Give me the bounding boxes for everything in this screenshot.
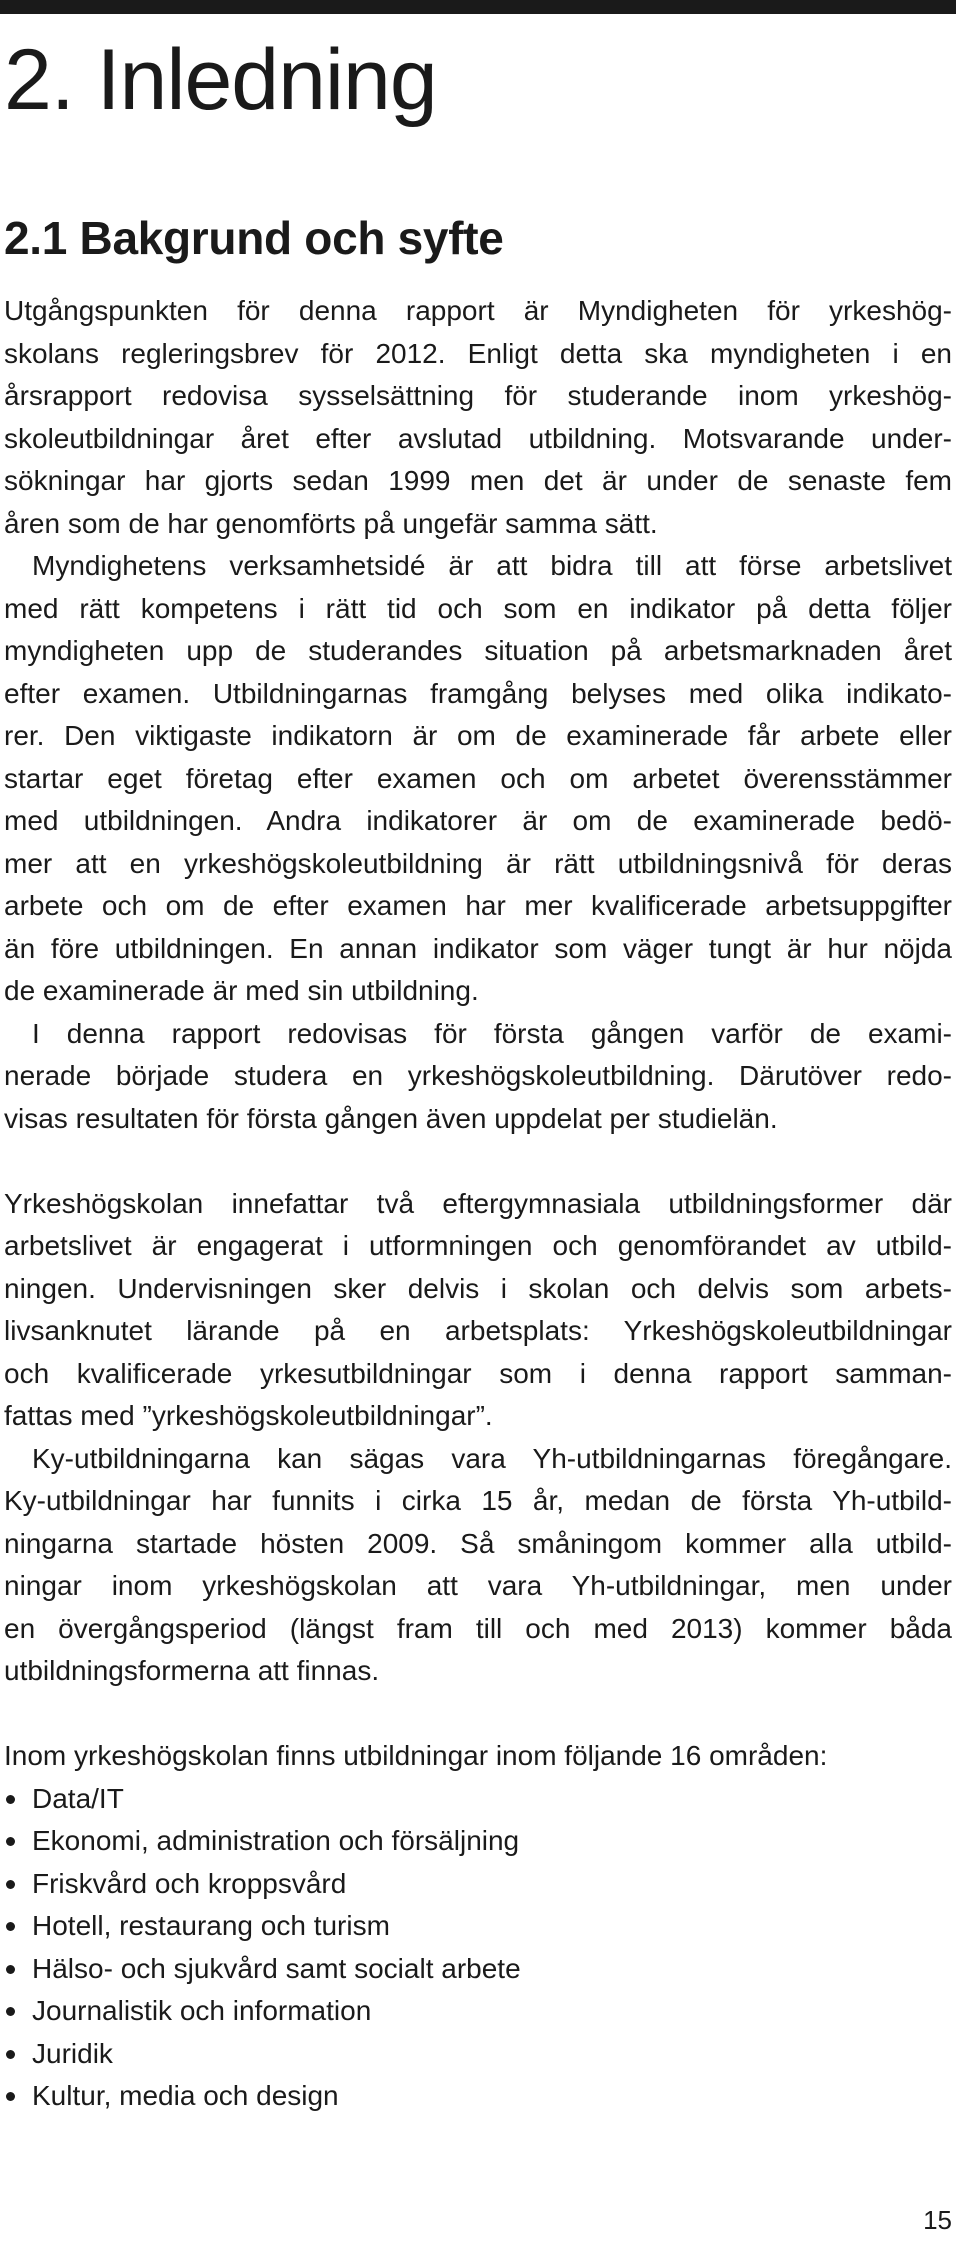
body-text <box>4 290 952 2118</box>
text-line: ningarna startade hösten 2009. Så småningom kommer alla utbild- <box>4 1527 952 1559</box>
paragraph-gap <box>4 1140 952 1183</box>
text-line: efter examen. Utbildningarnas framgång belyses med olika indikato- <box>4 677 952 709</box>
text-line: med utbildningen. Andra indikatorer är om de examinerade bedö- <box>4 805 952 836</box>
paragraph-gap <box>4 1693 952 1736</box>
text-line: arbetslivet är engagerat i utformningen och genomförandet av utbild- <box>4 1230 952 1261</box>
top-rule <box>0 0 956 14</box>
page-number: 15 <box>923 2205 952 2235</box>
text-line: startar eget företag efter examen och om arbetet överensstämmer <box>4 762 952 794</box>
text-line: Utgångspunkten för denna rapport är Myndigheten för yrkeshög- <box>4 295 952 326</box>
paragraph <box>4 1438 952 1693</box>
list-item: Hälso- och sjukvård samt socialt arbete <box>4 1948 952 1991</box>
text-line: åren som de har genomförts på ungefär samma sätt. <box>4 507 658 539</box>
areas-list <box>4 1778 952 2118</box>
text-line: Yrkeshögskolan innefattar två eftergymnasiala utbildningsformer där <box>4 1187 952 1219</box>
text-line: Myndighetens verksamhetsidé är att bidra till att förse arbetslivet <box>32 550 952 581</box>
text-line: och kvalificerade yrkesutbildningar som i denna rapport samman- <box>4 1357 952 1389</box>
paragraph <box>4 290 952 545</box>
text-line: utbildningsformerna att finnas. <box>4 1655 380 1686</box>
text-line: skolans regleringsbrev för 2012. Enligt detta ska myndigheten i en <box>4 337 952 369</box>
text-line: myndigheten upp de studerandes situation på arbetsmarknaden året <box>4 635 952 666</box>
text-line: Inom yrkeshögskolan finns utbildningar inom följande 16 områden: <box>4 1740 828 1771</box>
paragraph <box>4 1013 952 1141</box>
text-line: ningen. Undervisningen sker delvis i skolan och delvis som arbets- <box>4 1272 952 1304</box>
text-line: Ky-utbildningar har funnits i cirka 15 år, medan de första Yh-utbild- <box>4 1485 952 1516</box>
chapter-title: 2. Inledning <box>4 32 437 128</box>
paragraph <box>4 545 952 1013</box>
text-line: en övergångsperiod (längst fram till och med 2013) kommer båda <box>4 1612 952 1644</box>
list-item: Hotell, restaurang och turism <box>4 1905 952 1948</box>
text-line: årsrapport redovisa sysselsättning för studerande inom yrkeshög- <box>4 380 952 411</box>
section-title: 2.1 Bakgrund och syfte <box>4 212 504 264</box>
text-line: I denna rapport redovisas för första gången varför de exami- <box>32 1017 952 1049</box>
text-line: fattas med ”yrkeshögskoleutbildningar”. <box>4 1400 493 1431</box>
list-item: Friskvård och kroppsvård <box>4 1863 952 1906</box>
paragraph <box>4 1735 952 1778</box>
text-line: med rätt kompetens i rätt tid och som en indikator på detta följer <box>4 592 952 624</box>
paragraphs <box>4 290 952 1778</box>
text-line: ningar inom yrkeshögskolan att vara Yh-utbildningar, men under <box>4 1570 952 1601</box>
list-item: Journalistik och information <box>4 1990 952 2033</box>
list-item: Juridik <box>4 2033 952 2076</box>
text-line: rer. Den viktigaste indikatorn är om de examinerade får arbete eller <box>4 720 952 751</box>
text-line: Ky-utbildningarna kan sägas vara Yh-utbildningarnas föregångare. <box>32 1442 952 1474</box>
text-line: livsanknutet lärande på en arbetsplats: Yrkeshögskoleutbildningar <box>4 1315 952 1346</box>
text-line: än före utbildningen. En annan indikator som väger tungt är hur nöjda <box>4 932 952 964</box>
list-item: Kultur, media och design <box>4 2075 952 2118</box>
text-line: visas resultaten för första gången även uppdelat per studielän. <box>4 1102 778 1134</box>
text-line: mer att en yrkeshögskoleutbildning är rätt utbildningsnivå för deras <box>4 847 952 879</box>
paragraph <box>4 1183 952 1438</box>
text-line: de examinerade är med sin utbildning. <box>4 975 479 1006</box>
text-line: nerade började studera en yrkeshögskoleutbildning. Därutöver redo- <box>4 1060 952 1091</box>
text-line: sökningar har gjorts sedan 1999 men det är under de senaste fem <box>4 465 952 496</box>
text-line: skoleutbildningar året efter avslutad utbildning. Motsvarande under- <box>4 422 952 454</box>
text-line: arbete och om de efter examen har mer kvalificerade arbetsuppgifter <box>4 890 952 921</box>
list-item: Ekonomi, administration och försäljning <box>4 1820 952 1863</box>
list-item: Data/IT <box>4 1778 952 1821</box>
